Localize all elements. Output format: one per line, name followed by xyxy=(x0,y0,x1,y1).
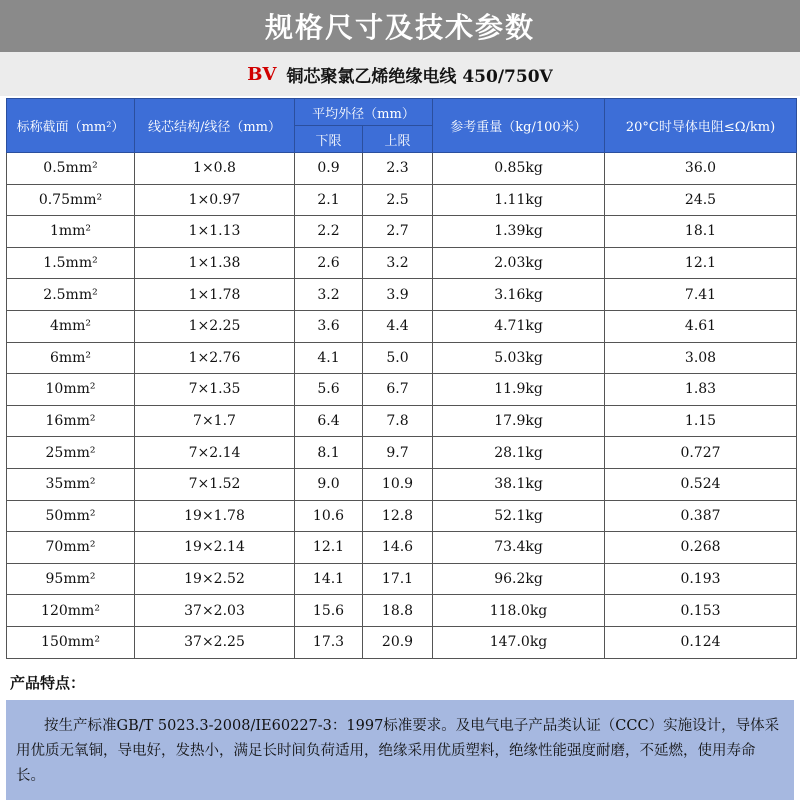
spec-table-body xyxy=(7,153,797,659)
cell-structure: 7×1.7 xyxy=(135,405,295,437)
cell-structure: 37×2.25 xyxy=(135,626,295,658)
cell-resistance: 36.0 xyxy=(605,153,797,185)
table-row xyxy=(7,184,797,216)
cell-resistance: 18.1 xyxy=(605,216,797,248)
cell-resistance: 0.524 xyxy=(605,468,797,500)
table-row xyxy=(7,374,797,406)
cell-upper: 4.4 xyxy=(363,310,433,342)
cell-cross-section: 150mm² xyxy=(7,626,135,658)
cell-resistance: 0.153 xyxy=(605,595,797,627)
cell-upper: 9.7 xyxy=(363,437,433,469)
cell-weight: 17.9kg xyxy=(433,405,605,437)
product-name: 铜芯聚氯乙烯绝缘电线 450/750V xyxy=(286,66,553,87)
cell-resistance: 0.387 xyxy=(605,500,797,532)
table-row xyxy=(7,563,797,595)
header-resistance: 20°C时导体电阻≤Ω/km) xyxy=(605,99,797,153)
cell-lower: 8.1 xyxy=(295,437,363,469)
table-row xyxy=(7,626,797,658)
cell-upper: 14.6 xyxy=(363,532,433,564)
cell-cross-section: 35mm² xyxy=(7,468,135,500)
cell-lower: 17.3 xyxy=(295,626,363,658)
cell-structure: 1×1.13 xyxy=(135,216,295,248)
product-subtitle xyxy=(0,52,800,96)
cell-weight: 96.2kg xyxy=(433,563,605,595)
table-row xyxy=(7,279,797,311)
cell-upper: 5.0 xyxy=(363,342,433,374)
cell-resistance: 0.727 xyxy=(605,437,797,469)
cell-cross-section: 1mm² xyxy=(7,216,135,248)
cell-upper: 17.1 xyxy=(363,563,433,595)
cell-lower: 6.4 xyxy=(295,405,363,437)
features-box xyxy=(6,700,794,800)
table-row xyxy=(7,532,797,564)
features-title: 产品特点： xyxy=(10,674,86,692)
cell-resistance: 4.61 xyxy=(605,310,797,342)
header-weight: 参考重量（kg/100米） xyxy=(433,99,605,153)
table-row xyxy=(7,405,797,437)
cell-cross-section: 120mm² xyxy=(7,595,135,627)
cell-lower: 10.6 xyxy=(295,500,363,532)
product-code: BV xyxy=(247,63,277,85)
cell-upper: 20.9 xyxy=(363,626,433,658)
cell-structure: 7×2.14 xyxy=(135,437,295,469)
cell-upper: 7.8 xyxy=(363,405,433,437)
cell-structure: 1×2.76 xyxy=(135,342,295,374)
cell-weight: 2.03kg xyxy=(433,247,605,279)
cell-weight: 73.4kg xyxy=(433,532,605,564)
cell-upper: 6.7 xyxy=(363,374,433,406)
header-structure: 线芯结构/线径（mm） xyxy=(135,99,295,153)
cell-structure: 1×0.8 xyxy=(135,153,295,185)
cell-structure: 7×1.35 xyxy=(135,374,295,406)
cell-structure: 7×1.52 xyxy=(135,468,295,500)
cell-upper: 3.9 xyxy=(363,279,433,311)
cell-lower: 4.1 xyxy=(295,342,363,374)
cell-weight: 28.1kg xyxy=(433,437,605,469)
cell-cross-section: 6mm² xyxy=(7,342,135,374)
cell-weight: 1.39kg xyxy=(433,216,605,248)
cell-cross-section: 25mm² xyxy=(7,437,135,469)
header-avg-diameter: 平均外径（mm） xyxy=(295,99,433,126)
cell-structure: 19×1.78 xyxy=(135,500,295,532)
cell-lower: 9.0 xyxy=(295,468,363,500)
cell-lower: 3.2 xyxy=(295,279,363,311)
spec-table-container xyxy=(6,98,796,659)
cell-weight: 5.03kg xyxy=(433,342,605,374)
table-row xyxy=(7,153,797,185)
cell-structure: 19×2.52 xyxy=(135,563,295,595)
cell-cross-section: 2.5mm² xyxy=(7,279,135,311)
page-banner xyxy=(0,0,800,52)
table-row xyxy=(7,595,797,627)
table-row xyxy=(7,216,797,248)
cell-upper: 18.8 xyxy=(363,595,433,627)
cell-structure: 1×1.78 xyxy=(135,279,295,311)
cell-lower: 2.6 xyxy=(295,247,363,279)
cell-upper: 10.9 xyxy=(363,468,433,500)
cell-upper: 2.7 xyxy=(363,216,433,248)
page-title: 规格尺寸及技术参数 xyxy=(264,11,535,44)
cell-cross-section: 70mm² xyxy=(7,532,135,564)
table-row xyxy=(7,247,797,279)
cell-resistance: 0.124 xyxy=(605,626,797,658)
cell-structure: 19×2.14 xyxy=(135,532,295,564)
cell-upper: 12.8 xyxy=(363,500,433,532)
cell-upper: 2.3 xyxy=(363,153,433,185)
spec-table xyxy=(6,98,797,659)
table-row xyxy=(7,437,797,469)
cell-weight: 1.11kg xyxy=(433,184,605,216)
features-text: 按生产标准GB/T 5023.3-2008/IE60227-3：1997标准要求。及电气电子产品类认证（CCC）实施设计，导体采用优质无氧铜，导电好，发热小，满足长时间负荷适用，绝缘采用优质塑料，绝缘性能强度耐磨，不延燃，使用寿命长。 xyxy=(16,718,780,784)
cell-upper: 2.5 xyxy=(363,184,433,216)
cell-weight: 4.71kg xyxy=(433,310,605,342)
cell-structure: 1×2.25 xyxy=(135,310,295,342)
table-row xyxy=(7,500,797,532)
cell-lower: 2.2 xyxy=(295,216,363,248)
cell-cross-section: 4mm² xyxy=(7,310,135,342)
table-row xyxy=(7,342,797,374)
cell-resistance: 12.1 xyxy=(605,247,797,279)
cell-cross-section: 10mm² xyxy=(7,374,135,406)
cell-cross-section: 50mm² xyxy=(7,500,135,532)
cell-weight: 0.85kg xyxy=(433,153,605,185)
cell-structure: 1×1.38 xyxy=(135,247,295,279)
cell-resistance: 0.193 xyxy=(605,563,797,595)
cell-resistance: 3.08 xyxy=(605,342,797,374)
cell-resistance: 1.83 xyxy=(605,374,797,406)
cell-weight: 3.16kg xyxy=(433,279,605,311)
cell-lower: 0.9 xyxy=(295,153,363,185)
cell-lower: 3.6 xyxy=(295,310,363,342)
cell-cross-section: 95mm² xyxy=(7,563,135,595)
cell-lower: 15.6 xyxy=(295,595,363,627)
cell-upper: 3.2 xyxy=(363,247,433,279)
cell-lower: 14.1 xyxy=(295,563,363,595)
cell-weight: 11.9kg xyxy=(433,374,605,406)
cell-resistance: 24.5 xyxy=(605,184,797,216)
cell-cross-section: 0.75mm² xyxy=(7,184,135,216)
cell-lower: 5.6 xyxy=(295,374,363,406)
cell-structure: 37×2.03 xyxy=(135,595,295,627)
cell-weight: 52.1kg xyxy=(433,500,605,532)
cell-lower: 2.1 xyxy=(295,184,363,216)
cell-resistance: 1.15 xyxy=(605,405,797,437)
header-lower: 下限 xyxy=(295,126,363,153)
cell-resistance: 0.268 xyxy=(605,532,797,564)
cell-cross-section: 0.5mm² xyxy=(7,153,135,185)
table-row xyxy=(7,468,797,500)
cell-cross-section: 16mm² xyxy=(7,405,135,437)
cell-resistance: 7.41 xyxy=(605,279,797,311)
cell-structure: 1×0.97 xyxy=(135,184,295,216)
cell-weight: 147.0kg xyxy=(433,626,605,658)
cell-weight: 118.0kg xyxy=(433,595,605,627)
cell-cross-section: 1.5mm² xyxy=(7,247,135,279)
table-row xyxy=(7,310,797,342)
cell-weight: 38.1kg xyxy=(433,468,605,500)
cell-lower: 12.1 xyxy=(295,532,363,564)
header-cross-section: 标称截面（mm²） xyxy=(7,99,135,153)
header-upper: 上限 xyxy=(363,126,433,153)
